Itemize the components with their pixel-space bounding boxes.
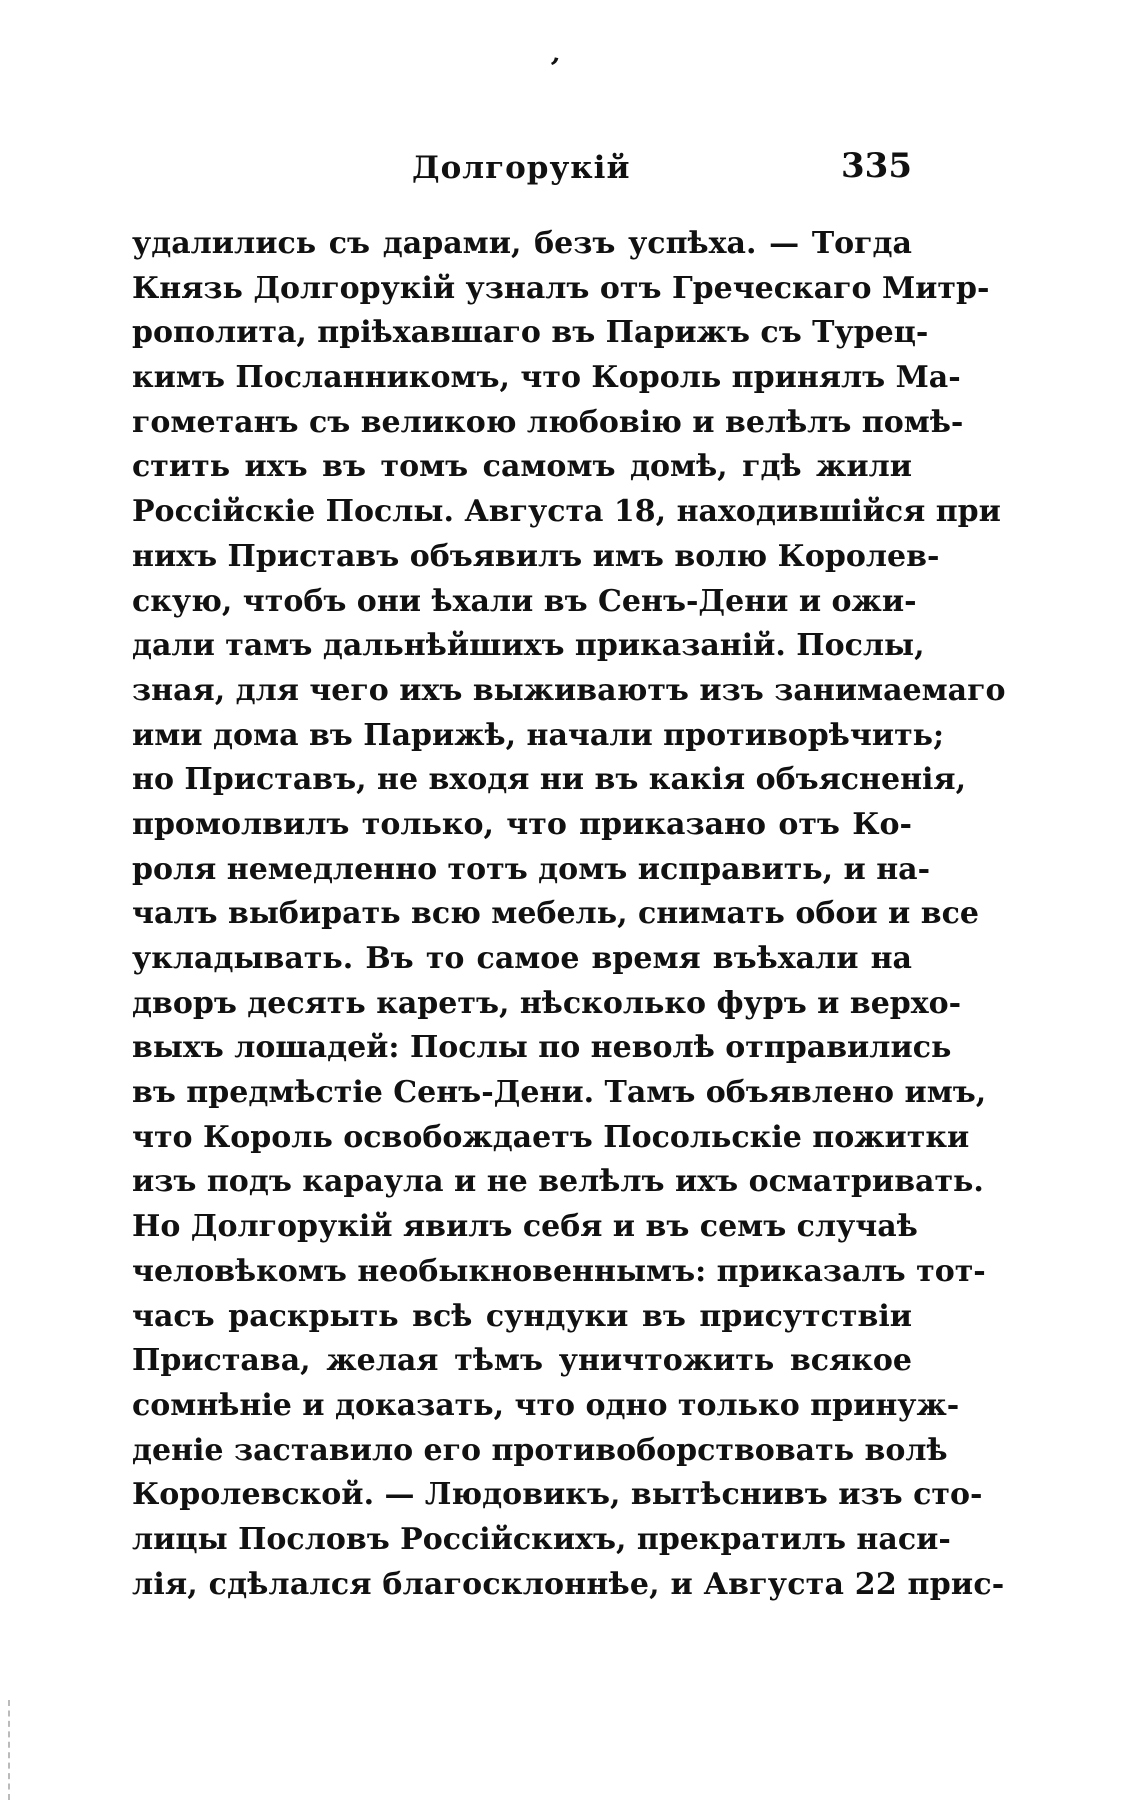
text-line: Князь Долгорукій узналъ отъ Греческаго Митр- [132,270,990,306]
text-line: роля немедленно тотъ домъ исправить, и на- [132,851,931,887]
text-line: стить ихъ въ томъ самомъ домѣ, гдѣ жили [132,449,912,485]
scan-margin-marks [8,1700,14,1800]
text-line: укладывать. Въ то самое время въѣхали на [132,941,912,976]
text-line: гометанъ съ великою любовію и велѣлъ помѣ- [132,404,964,440]
text-line: скую, чтобъ они ѣхали въ Сенъ-Дени и ожи- [132,583,917,619]
page-number: 335 [841,146,912,186]
text-line: дворъ десять каретъ, нѣсколько фуръ и верхо- [132,985,962,1021]
text-line: лія, сдѣлался благосклоннѣе, и Августа 22 прис- [132,1566,1005,1602]
text-line: Пристава, желая тѣмъ уничтожить всякое [132,1343,912,1379]
text-line: но Приставъ, не входя ни въ какія объясненія, [132,762,967,798]
text-line: кимъ Посланникомъ, что Король принялъ Ма- [132,360,961,396]
running-title: Долгорукій [412,150,631,186]
text-line: Россійскіе Послы. Августа 18, находившійся при [132,494,1001,530]
text-line: промолвилъ только, что приказано отъ Ко- [132,806,912,842]
text-line: дали тамъ дальнѣйшихъ приказаній. Послы, [132,628,925,664]
text-line: сомнѣніе и доказать, что одно только принуж- [132,1387,960,1423]
text-line: что Король освобождаетъ Посольскіе пожитки [132,1119,970,1155]
body-text [132,222,1006,1607]
text-line: Но Долгорукій явилъ себя и въ семъ случаѣ [132,1209,918,1245]
text-line: зная, для чего ихъ выживаютъ изъ занимаемаго [132,672,1006,708]
text-line: часъ раскрыть всѣ сундуки въ присутствіи [132,1298,912,1334]
text-line: человѣкомъ необыкновеннымъ: приказалъ тот- [132,1253,986,1289]
top-ink-mark: ʼ [544,51,562,86]
running-head [132,146,912,196]
text-line: деніе заставило его противоборствовать волѣ [132,1432,948,1468]
text-line: нихъ Приставъ объявилъ имъ волю Королев- [132,538,940,574]
text-line: выхъ лошадей: Послы по неволѣ отправились [132,1030,952,1066]
text-line: изъ подъ караула и не велѣлъ ихъ осматривать. [132,1164,984,1200]
text-line: ими дома въ Парижѣ, начали противорѣчить; [132,717,945,753]
text-line: чалъ выбирать всю мебель, снимать обои и все [132,896,979,932]
text-line: рополита, пріѣхавшаго въ Парижъ съ Турец- [132,315,929,351]
text-line: удалились съ дарами, безъ успѣха. — Тогда [132,226,912,261]
text-line: въ предмѣстіе Сенъ-Дени. Тамъ объявлено имъ, [132,1075,987,1111]
text-line: Королевской. — Людовикъ, вытѣснивъ изъ сто- [132,1477,983,1513]
text-line: лицы Пословъ Россійскихъ, прекратилъ наси- [132,1521,951,1557]
